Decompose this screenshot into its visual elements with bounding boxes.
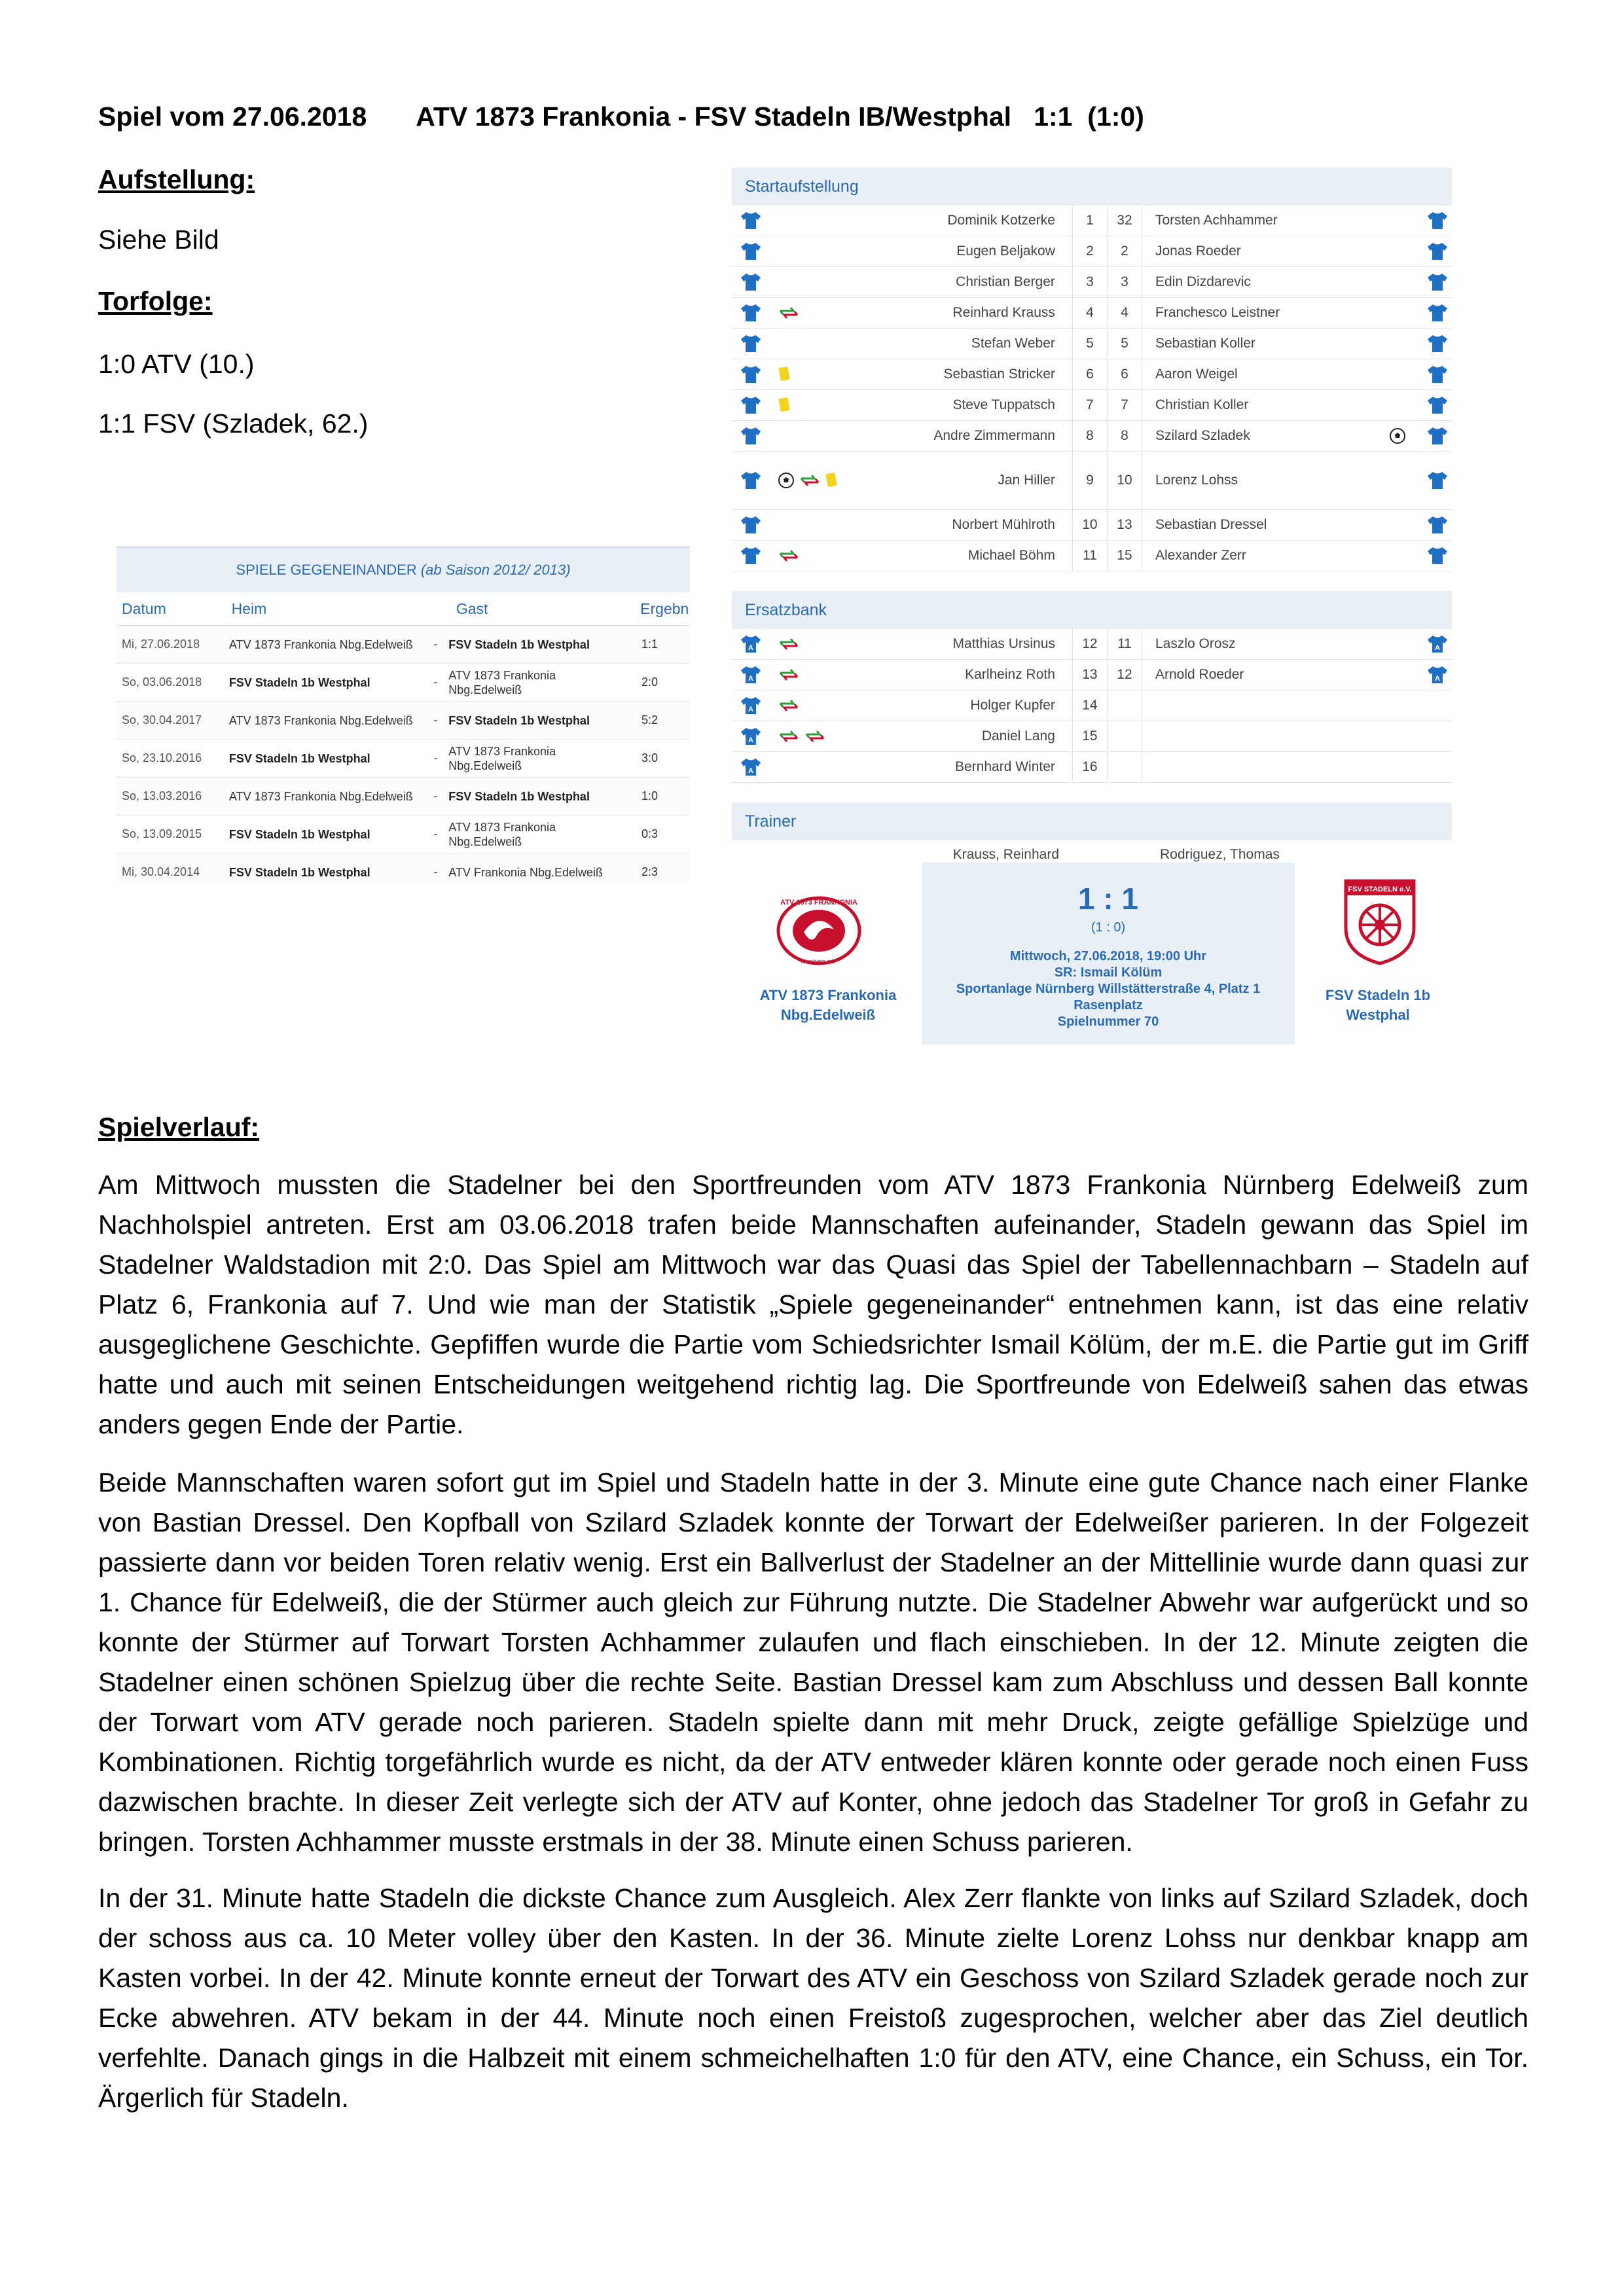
- h2h-home: FSV Stadeln 1b Westphal: [228, 827, 370, 841]
- home-player-number: 13: [1072, 660, 1107, 690]
- h2h-separator: -: [433, 789, 438, 802]
- lineup-row: [732, 329, 1452, 359]
- h2h-result: 3:0: [641, 751, 658, 764]
- svg-text:A: A: [748, 767, 753, 775]
- lineup-row: [732, 298, 1452, 329]
- spielverlauf-heading: Spielverlauf:: [98, 1112, 260, 1142]
- away-player-name: Aaron Weigel: [1142, 359, 1389, 389]
- away-player-name: Sebastian Koller: [1142, 329, 1389, 359]
- head-to-head-row: [117, 740, 690, 778]
- svg-text:A: A: [748, 675, 753, 683]
- substitution-icon: [799, 473, 821, 488]
- substitution-icon: [778, 729, 800, 744]
- head-to-head-header: [117, 592, 690, 626]
- report-paragraph: In der 31. Minute hatte Stadeln die dickste Chance zum Ausgleich. Alex Zerr flankte von links auf Szilard Szladek, doch der schoss aus ca. 10 Meter volley über den Kasten. In der 36. Minute zielte Lorenz Lohss nur denkbar knapp am Kasten vorbei. In der 42. Minute konnte erneut der Torwart des ATV ein Geschoss von Szilard Szladek gerade noch zur Ecke abwehren. ATV bekam in der 44. Minute noch einen Freistoß zugesprochen, welcher aber das Ziel deutlich verfehlte. Danach gings in die Halbzeit mit einem schmeichelhaften 1:0 für den ATV, eine Chance, ein Schuss, ein Tor. Ärgerlich für Stadeln.: [98, 1883, 1528, 2113]
- goal-entry: 1:1 FSV (Szladek, 62.): [98, 408, 369, 439]
- home-player-number: 16: [1072, 752, 1107, 782]
- away-player-name: Torsten Achhammer: [1142, 206, 1389, 236]
- head-to-head-table: [117, 547, 690, 882]
- jersey-icon: [1426, 634, 1449, 654]
- away-player-name: [1142, 691, 1389, 721]
- home-player-number: 7: [1072, 390, 1107, 420]
- svg-text:A: A: [1435, 644, 1441, 652]
- h2h-separator: -: [433, 865, 438, 878]
- h2h-result: 0:3: [641, 827, 658, 840]
- event-icons: [778, 637, 847, 651]
- h2h-guest: ATV 1873 Frankonia Nbg.Edelweiß: [448, 744, 556, 772]
- bench-row: [732, 629, 1452, 660]
- away-player-number: [1107, 752, 1142, 782]
- home-player-number: 2: [1072, 236, 1107, 266]
- start-lineup-list: [732, 206, 1452, 571]
- home-player-name: Matthias Ursinus: [952, 636, 1055, 651]
- h2h-date: So, 13.09.2015: [122, 827, 202, 840]
- away-player-number: 12: [1107, 660, 1142, 690]
- home-player-number: 12: [1072, 629, 1107, 659]
- jersey-icon: [740, 726, 762, 746]
- away-player-number: 32: [1107, 206, 1142, 236]
- jersey-icon: [740, 334, 762, 353]
- h2h-result: 1:0: [641, 789, 658, 802]
- h2h-date: So, 30.04.2017: [122, 713, 202, 726]
- away-player-name: [1142, 752, 1389, 782]
- jersey-icon: [740, 365, 762, 384]
- jersey-icon: [740, 272, 762, 292]
- lineup-row: [732, 541, 1452, 571]
- home-player-number: 3: [1072, 267, 1107, 297]
- event-icons: [778, 548, 847, 563]
- h2h-guest: FSV Stadeln 1b Westphal: [448, 637, 590, 651]
- substitution-icon: [778, 668, 800, 682]
- svg-text:A: A: [1435, 675, 1441, 683]
- match-info-box: [922, 863, 1295, 1045]
- jersey-icon: [1426, 395, 1449, 415]
- bench-row: [732, 752, 1452, 783]
- venue: Sportanlage Nürnberg Willstätterstraße 4, Platz 1: [956, 982, 1261, 996]
- trainer-heading: Trainer: [732, 802, 1452, 840]
- jersey-icon: [740, 395, 762, 415]
- yellow-card-icon: [778, 397, 791, 414]
- h2h-date: So, 23.10.2016: [122, 751, 202, 764]
- h2h-date: Mi, 30.04.2014: [122, 865, 200, 878]
- home-player-number: 1: [1072, 206, 1107, 236]
- match-date: Spiel vom 27.06.2018: [98, 101, 367, 132]
- home-player-number: 10: [1072, 510, 1107, 540]
- jersey-icon: [1426, 665, 1449, 685]
- head-to-head-title: [117, 547, 690, 592]
- head-to-head-row: [117, 664, 690, 702]
- away-player-name: Sebastian Dressel: [1142, 510, 1389, 540]
- jersey-icon: [1426, 426, 1449, 446]
- head-to-head-row: [117, 702, 690, 740]
- h2h-home: ATV 1873 Frankonia Nbg.Edelweiß: [228, 789, 413, 803]
- h2h-result: 2:3: [641, 865, 658, 878]
- torfolge-heading: Torfolge:: [98, 286, 213, 316]
- head-to-head-row: [117, 626, 690, 664]
- jersey-icon: [1426, 515, 1449, 535]
- away-player-number: 5: [1107, 329, 1142, 359]
- jersey-icon: [740, 515, 762, 535]
- jersey-icon: [740, 471, 762, 490]
- lineup-row: [732, 359, 1452, 390]
- col-heim: Heim: [231, 600, 267, 617]
- h2h-guest: FSV Stadeln 1b Westphal: [448, 789, 590, 803]
- jersey-icon: [1426, 272, 1449, 292]
- away-player-number: 2: [1107, 236, 1142, 266]
- bench-row: [732, 660, 1452, 691]
- away-player-name: Jonas Roeder: [1142, 236, 1389, 266]
- h2h-result: 5:2: [641, 713, 658, 726]
- h2h-home: FSV Stadeln 1b Westphal: [228, 675, 370, 689]
- h2h-home: FSV Stadeln 1b Westphal: [228, 865, 370, 879]
- substitution-icon: [804, 729, 826, 744]
- away-player-name: Lorenz Lohss: [1142, 452, 1389, 509]
- home-club-logo: [770, 891, 868, 970]
- jersey-icon: [1426, 242, 1449, 261]
- away-player-name: Alexander Zerr: [1142, 541, 1389, 571]
- home-player-name: Dominik Kotzerke: [947, 213, 1055, 228]
- jersey-icon: [740, 211, 762, 230]
- lineup-row: [732, 510, 1452, 541]
- goal-entry: 1:0 ATV (10.): [98, 349, 255, 379]
- aufstellung-heading: Aufstellung:: [98, 164, 255, 194]
- jersey-icon: [740, 242, 762, 261]
- jersey-icon: [1426, 471, 1449, 490]
- trainer-home: Krauss, Reinhard: [952, 847, 1059, 862]
- away-player-number: 6: [1107, 359, 1142, 389]
- lineup-row: [732, 421, 1452, 452]
- head-to-head-title-text: SPIELE GEGENEINANDER: [236, 562, 417, 578]
- jersey-icon: [740, 426, 762, 446]
- jersey-icon: [740, 757, 762, 777]
- away-player-name: Edin Dizdarevic: [1142, 267, 1389, 297]
- substitution-icon: [778, 306, 800, 320]
- home-player-number: 9: [1072, 452, 1107, 509]
- referee: SR: Ismail Kölüm: [1054, 965, 1163, 980]
- match-summary: ATV 1873 Frankonia - FSV Stadeln IB/Westphal 1:1 (1:0): [416, 101, 1144, 132]
- h2h-separator: -: [433, 637, 438, 651]
- substitution-icon: [778, 548, 800, 563]
- home-player-number: 4: [1072, 298, 1107, 328]
- jersey-icon: [1426, 365, 1449, 384]
- lineup-row: [732, 267, 1452, 298]
- event-icons: [778, 668, 847, 682]
- away-player-number: 8: [1107, 421, 1142, 451]
- substitution-icon: [778, 698, 800, 713]
- match-datetime: Mittwoch, 27.06.2018, 19:00 Uhr: [1009, 949, 1207, 963]
- away-logo-text: FSV STADELN e.V.: [1348, 886, 1412, 893]
- home-player-name: Stefan Weber: [971, 336, 1055, 351]
- jersey-icon: [1426, 303, 1449, 323]
- away-player-number: 4: [1107, 298, 1142, 328]
- lineup-row: [732, 452, 1452, 510]
- col-datum: Datum: [122, 600, 166, 617]
- head-to-head-rows: [117, 626, 690, 882]
- bench-row: [732, 721, 1452, 752]
- home-player-number: 8: [1072, 421, 1107, 451]
- home-player-name: Michael Böhm: [967, 548, 1055, 563]
- home-logo-text: ATV 1873 FRANKONIA: [780, 899, 857, 906]
- page-title: [98, 97, 1538, 137]
- jersey-icon: [740, 696, 762, 715]
- home-logo-sub: Nürnberg e.V.: [801, 958, 837, 965]
- home-player-name: Eugen Beljakow: [956, 243, 1055, 259]
- h2h-date: So, 03.06.2018: [122, 675, 202, 689]
- home-player-number: 14: [1072, 691, 1107, 721]
- away-player-number: 10: [1107, 452, 1142, 509]
- jersey-icon: [1426, 211, 1449, 230]
- event-icons: [778, 397, 847, 414]
- lineup-row: [732, 390, 1452, 421]
- event-icons: [778, 698, 847, 713]
- h2h-guest: ATV 1873 Frankonia Nbg.Edelweiß: [448, 820, 556, 848]
- substitution-icon: [778, 637, 800, 651]
- event-icons: [778, 366, 847, 383]
- away-player-number: 11: [1107, 629, 1142, 659]
- h2h-date: Mi, 27.06.2018: [122, 637, 200, 651]
- home-player-name: Steve Tuppatsch: [952, 397, 1055, 412]
- h2h-date: So, 13.03.2016: [122, 789, 202, 802]
- h2h-separator: -: [433, 675, 438, 689]
- home-player-name: Christian Berger: [956, 274, 1055, 289]
- h2h-guest: ATV Frankonia Nbg.Edelweiß: [448, 865, 604, 879]
- bench-row: [732, 691, 1452, 721]
- jersey-icon: [740, 546, 762, 565]
- home-player-name: Daniel Lang: [981, 728, 1055, 744]
- goal-ball-icon: [778, 472, 795, 489]
- event-icons: [778, 306, 847, 320]
- jersey-icon: [740, 665, 762, 685]
- away-player-number: 7: [1107, 390, 1142, 420]
- away-player-name: Szilard Szladek: [1142, 421, 1389, 451]
- away-player-number: 3: [1107, 267, 1142, 297]
- half-time-score: (1 : 0): [1091, 920, 1126, 935]
- away-club-logo: [1341, 876, 1419, 967]
- away-team-name: FSV Stadeln 1b Westphal: [1325, 987, 1431, 1023]
- yellow-card-icon: [825, 472, 838, 489]
- h2h-home: FSV Stadeln 1b Westphal: [228, 751, 370, 765]
- h2h-guest: ATV 1873 Frankonia Nbg.Edelweiß: [448, 668, 556, 696]
- aufstellung-text: Siehe Bild: [98, 224, 219, 255]
- h2h-result: 1:1: [641, 637, 658, 651]
- away-player-number: [1107, 691, 1142, 721]
- goal-ball-icon: [1389, 427, 1406, 444]
- home-player-name: Jan Hiller: [998, 473, 1055, 488]
- home-player-name: Holger Kupfer: [970, 698, 1055, 713]
- home-team-name: ATV 1873 Frankonia Nbg.Edelweiß: [759, 987, 897, 1023]
- lineup-row: [732, 236, 1452, 267]
- head-to-head-title-suffix: (ab Saison 2012/ 2013): [420, 562, 571, 578]
- head-to-head-row: [117, 816, 690, 853]
- away-player-name: Laszlo Orosz: [1142, 629, 1389, 659]
- away-player-name: Arnold Roeder: [1142, 660, 1389, 690]
- report-paragraph: Beide Mannschaften waren sofort gut im Spiel und Stadeln hatte in der 3. Minute eine gute Chance nach einer Flanke von Bastian Dressel. Den Kopfball von Szilard Szladek konnte der Torwart der Edelweißer parieren. In der Folgezeit passierte dann vor beiden Toren relativ wenig. Erst ein Ballverlust der Stadelner an der Mittellinie wurde dann quasi zur 1. Chance für Edelweiß, die der Stürmer auch gleich zur Führung nutzte. Die Stadelner Abwehr war aufgerückt und so konnte der Stürmer auf Torwart Torsten Achhammer zulaufen und flach einschieben. In der 12. Minute zeigten die Stadelner einen schönen Spielzug über die rechte Seite. Bastian Dressel kam zum Abschluss und dessen Ball konnte der Torwart vom ATV gerade noch parieren. Stadeln spielte dann mit mehr Druck, zeigte gefällige Spielzüge und Kombinationen. Richtig torgefährlich wurde es nicht, da der ATV entweder klären konnte oder gerade noch einen Fuss dazwischen brachte. In dieser Zeit verlegte sich der ATV auf Konter, ohne jedoch das Stadelner Tor groß in Gefahr zu bringen. Torsten Achhammer musste erstmals in der 38. Minute einen Schuss parieren.: [98, 1467, 1528, 1857]
- jersey-icon: [1426, 334, 1449, 353]
- away-player-number: [1107, 721, 1142, 751]
- head-to-head-row: [117, 853, 690, 882]
- h2h-home: ATV 1873 Frankonia Nbg.Edelweiß: [228, 713, 413, 727]
- event-icons: [778, 729, 847, 744]
- home-player-number: 15: [1072, 721, 1107, 751]
- h2h-separator: -: [433, 827, 438, 840]
- lineup-row: [732, 206, 1452, 236]
- home-player-name: Reinhard Krauss: [952, 305, 1055, 320]
- home-player-name: Karlheinz Roth: [965, 667, 1055, 682]
- home-player-name: Bernhard Winter: [955, 759, 1055, 774]
- home-player-number: 5: [1072, 329, 1107, 359]
- yellow-card-icon: [778, 366, 791, 383]
- jersey-icon: [740, 303, 762, 323]
- home-player-name: Andre Zimmermann: [933, 428, 1055, 443]
- h2h-separator: -: [433, 751, 438, 764]
- h2h-result: 2:0: [641, 675, 658, 689]
- away-player-number: 15: [1107, 541, 1142, 571]
- home-player-number: 6: [1072, 359, 1107, 389]
- col-ergebnis: Ergebn: [640, 600, 689, 617]
- report-paragraph: Am Mittwoch mussten die Stadelner bei den Sportfreunden vom ATV 1873 Frankonia Nürnberg Edelweiß zum Nachholspiel antreten. Erst am 03.06.2018 trafen beide Mannschaften aufeinander, Stadeln gewann das Spiel im Stadelner Waldstadion mit 2:0. Das Spiel am Mittwoch war das Quasi das Spiel der Tabellennachbarn – Stadeln auf Platz 6, Frankonia auf 7. Und wie man der Statistik „Spiele gegeneinander“ entnehmen kann, ist das eine relativ ausgeglichene Geschichte. Gepfiffen wurde die Partie vom Schiedsrichter Ismail Kölüm, der m.E. die Partie gut im Griff hatte und auch mit seinen Entscheidungen weitgehend richtig lag. Die Sportfreunde von Edelweiß sahen das etwas anders gegen Ende der Partie.: [98, 1170, 1528, 1439]
- trainer-away: Rodriguez, Thomas: [1160, 847, 1280, 862]
- away-player-name: [1142, 721, 1389, 751]
- lineup-panel: [732, 168, 1452, 869]
- jersey-icon: [740, 634, 762, 654]
- away-player-name: Franchesco Leistner: [1142, 298, 1389, 328]
- bench-heading: Ersatzbank: [732, 591, 1452, 629]
- home-player-name: Norbert Mühlroth: [952, 517, 1055, 532]
- h2h-guest: FSV Stadeln 1b Westphal: [448, 713, 590, 727]
- surface: Rasenplatz: [1074, 998, 1143, 1013]
- svg-text:A: A: [748, 706, 753, 713]
- home-player-name: Sebastian Stricker: [943, 367, 1055, 382]
- final-score: 1 : 1: [1077, 882, 1139, 916]
- start-lineup-heading: Startaufstellung: [732, 168, 1452, 206]
- h2h-separator: -: [433, 713, 438, 726]
- svg-text:A: A: [748, 644, 753, 652]
- match-number: Spielnummer 70: [1057, 1014, 1159, 1029]
- jersey-icon: [1426, 546, 1449, 565]
- col-gast: Gast: [456, 600, 488, 617]
- svg-text:A: A: [748, 736, 753, 744]
- h2h-home: ATV 1873 Frankonia Nbg.Edelweiß: [228, 637, 413, 651]
- home-player-number: 11: [1072, 541, 1107, 571]
- away-player-name: Christian Koller: [1142, 390, 1389, 420]
- bench-list: [732, 629, 1452, 783]
- away-player-number: 13: [1107, 510, 1142, 540]
- event-icons: [778, 472, 847, 489]
- head-to-head-row: [117, 778, 690, 816]
